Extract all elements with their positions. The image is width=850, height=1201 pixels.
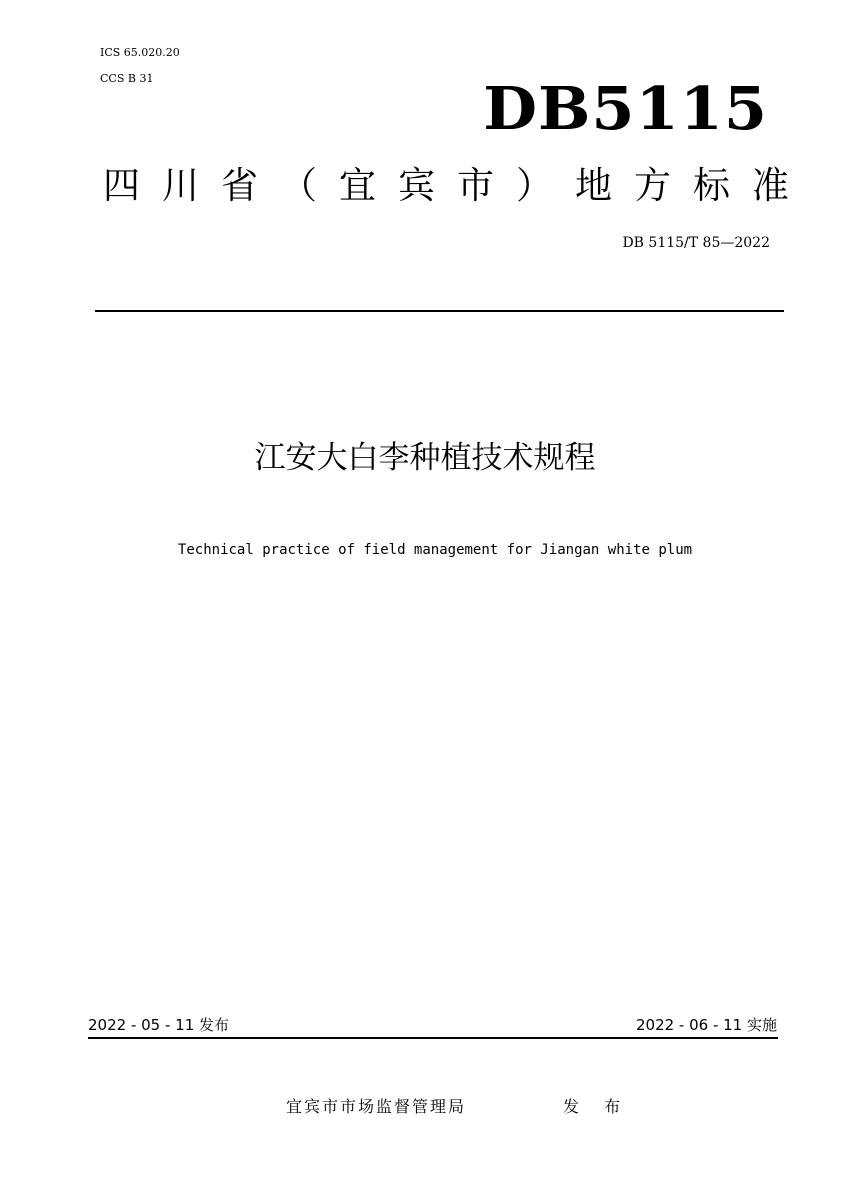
footer-divider bbox=[88, 1037, 778, 1039]
header-divider bbox=[95, 310, 784, 312]
standard-number: DB 5115/T 85—2022 bbox=[622, 235, 770, 251]
implementation-date: 2022 - 06 - 11 实施 bbox=[635, 1016, 777, 1034]
document-title-chinese: 江安大白李种植技术规程 bbox=[254, 440, 596, 476]
standard-logo: DB5115 bbox=[483, 74, 768, 144]
ccs-code: CCS B 31 bbox=[100, 72, 154, 85]
issue-date: 2022 - 05 - 11 发布 bbox=[88, 1016, 230, 1034]
issue-action-label: 发 布 bbox=[563, 1097, 631, 1116]
issuing-authority: 宜宾市市场监督管理局 bbox=[286, 1097, 467, 1116]
ics-code: ICS 65.020.20 bbox=[100, 46, 180, 59]
standard-type-heading: 四川省（宜宾市）地方标准 bbox=[103, 164, 811, 207]
document-title-english: Technical practice of field management for Jiangan white plum bbox=[177, 542, 693, 558]
